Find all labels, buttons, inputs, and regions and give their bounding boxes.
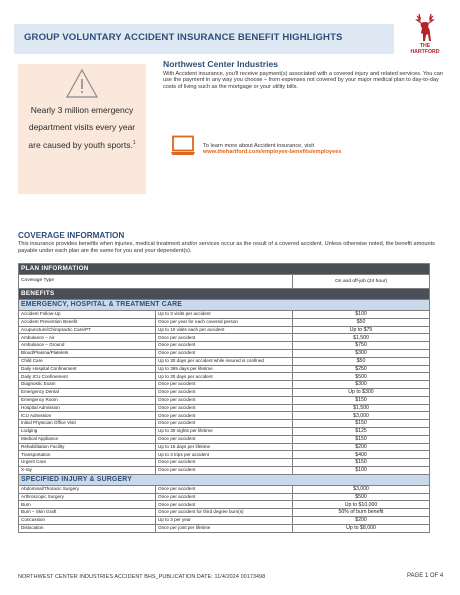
statistic-callout [18,64,146,194]
benefit-limit: Up to 30 nights per lifetime [156,427,293,435]
table-row [19,459,430,467]
benefit-name: Abdominal/Thoracic Surgery [19,485,156,493]
table-row [19,311,430,319]
table-row [19,501,430,509]
warning-icon [65,68,99,100]
table-row [19,342,430,350]
table-row [19,349,430,357]
benefit-limit: Up to 365 days per lifetime [156,365,293,373]
benefits-header: BENEFITS [19,289,430,300]
benefit-amount: $300 [293,381,430,389]
stag-icon [414,12,436,42]
table-row [19,365,430,373]
statistic-text [28,102,136,153]
benefit-amount: $200 [293,516,430,524]
benefit-limit: Once per accident [156,485,293,493]
benefit-amount: $3,000 [293,412,430,420]
benefit-amount: Up to $10,000 [293,501,430,509]
plan-info-header: PLAN INFORMATION [19,264,430,275]
intro-paragraph: With Accident insurance, you'll receive payment(s) associated with a covered injury and related services. You can use the payment in any way you choose – from expenses not covered by your major medical plan to day-to-day costs of living such as the mortgage or your utility bills. [163,71,443,90]
benefit-name: Burn – Skin Graft [19,509,156,517]
title-banner [14,24,394,54]
statistic-body: Nearly 3 million emergency department visits every year are caused by youth sports. [28,105,136,150]
coverage-type-value: On and off-job (24 hour) [293,275,430,289]
coverage-description: This insurance provides benefits when injuries, medical treatment and/or services occur as the result of a covered accident. Unless otherwise noted, the benefit amounts payable under each plan are the same for you and your dependent(s). [18,241,435,254]
benefit-name: Acupuncture/Chiropractic Care/PT [19,326,156,334]
laptop-icon [170,135,196,157]
benefit-amount: 50% of burn benefit [293,509,430,517]
table-row [19,373,430,381]
benefit-amount: $250 [293,365,430,373]
benefit-name: Arthroscopic Surgery [19,493,156,501]
benefits-header-row [19,289,430,300]
emergency-header-row [19,300,430,311]
benefit-name: Emergency Dental [19,388,156,396]
table-row [19,334,430,342]
benefit-limit: Once per accident [156,342,293,350]
table-row [19,318,430,326]
benefit-amount: Up to $75 [293,326,430,334]
table-row [19,357,430,365]
benefit-amount: $300 [293,349,430,357]
benefit-name: Medical Appliance [19,435,156,443]
benefit-limit: Once per accident [156,412,293,420]
benefit-limit: Once per accident [156,501,293,509]
benefit-amount: $3,000 [293,485,430,493]
benefit-limit: Up to 30 days per accident while insured is confined [156,357,293,365]
benefit-amount: $150 [293,459,430,467]
benefit-limit: Once per accident [156,493,293,501]
plan-info-header-row [19,264,430,275]
benefit-name: Lodging [19,427,156,435]
footnote-marker: 1 [132,140,136,146]
table-row [19,509,430,517]
benefit-limit: Once per accident [156,404,293,412]
table-row [19,435,430,443]
table-row [19,420,430,428]
benefit-limit: Up to 3 per year [156,516,293,524]
benefit-limit: Once per accident [156,388,293,396]
benefit-limit: Once per accident [156,420,293,428]
benefit-amount: $150 [293,396,430,404]
learn-more-text [203,143,383,156]
benefit-name: Rehabilitation Facility [19,443,156,451]
benefit-amount: $50 [293,357,430,365]
benefit-amount: $100 [293,466,430,474]
benefit-name: Daily ICU Confinement [19,373,156,381]
coverage-type-row [19,275,430,289]
benefit-name: Transportation [19,451,156,459]
benefit-amount: $1,500 [293,404,430,412]
benefit-amount: Up to $300 [293,388,430,396]
benefit-name: Emergency Room [19,396,156,404]
benefit-amount: Up to $8,000 [293,524,430,532]
benefit-limit: Up to 15 days per lifetime [156,443,293,451]
benefit-amount: $1,500 [293,334,430,342]
benefit-name: X-ray [19,466,156,474]
benefit-amount: $150 [293,420,430,428]
table-row [19,516,430,524]
benefit-name: Daily Hospital Confinement [19,365,156,373]
benefit-amount: $50 [293,318,430,326]
benefit-amount: $125 [293,427,430,435]
benefit-amount: $150 [293,435,430,443]
benefit-amount: $500 [293,373,430,381]
page-number: PAGE 1 OF 4 [407,573,444,579]
benefit-limit: Once per joint per lifetime [156,524,293,532]
table-row [19,451,430,459]
table-row [19,427,430,435]
benefit-amount: $400 [293,451,430,459]
publication-footer: NORTHWEST CENTER INDUSTRIES ACCIDENT BHS_PUBLICATION DATE: 11/4/2024 00173498 [18,574,266,580]
benefit-name: Diagnostic Exam [19,381,156,389]
logo-name: HARTFORD [410,49,440,55]
benefit-limit: Once per accident [156,381,293,389]
benefit-limit: Once per accident for third degree burn(s) [156,509,293,517]
table-row [19,412,430,420]
table-row [19,326,430,334]
benefit-limit: Once per year for each covered person [156,318,293,326]
benefit-name: Ambulance – Air [19,334,156,342]
emergency-section-header: EMERGENCY, HOSPITAL & TREATMENT CARE [19,300,430,311]
benefit-limit: Once per accident [156,349,293,357]
table-row [19,485,430,493]
benefit-name: Dislocation [19,524,156,532]
learn-more-link[interactable]: www.thehartford.com/employee-benefits/employees [203,149,342,156]
benefit-name: Urgent Care [19,459,156,467]
table-row [19,466,430,474]
table-row [19,524,430,532]
benefit-limit: Up to 3 visits per accident [156,311,293,319]
table-row [19,493,430,501]
table-row [19,381,430,389]
surgery-section-header: SPECIFIED INJURY & SURGERY [19,474,430,485]
benefit-name: Hospital Admission [19,404,156,412]
benefit-limit: Once per accident [156,459,293,467]
benefit-limit: Once per accident [156,334,293,342]
benefit-limit: Up to 3 trips per accident [156,451,293,459]
logo-the: THE [419,43,431,49]
table-row [19,443,430,451]
surgery-header-row [19,474,430,485]
page-title: GROUP VOLUNTARY ACCIDENT INSURANCE BENEFIT HIGHLIGHTS [24,32,343,43]
benefit-limit: Up to 30 days per accident [156,373,293,381]
benefit-name: Blood/Plasma/Platelets [19,349,156,357]
benefit-limit: Once per accident [156,466,293,474]
benefit-amount: $500 [293,493,430,501]
benefit-limit: Up to 10 visits each per accident [156,326,293,334]
coverage-heading: COVERAGE INFORMATION [18,231,125,240]
benefit-name: ICU Admission [19,412,156,420]
benefit-limit: Once per accident [156,435,293,443]
table-row [19,388,430,396]
learn-more-label: To learn more about Accident insurance, visit [203,143,314,149]
benefit-amount: $100 [293,311,430,319]
benefit-name: Child Care [19,357,156,365]
company-name: Northwest Center Industries [163,59,279,69]
benefit-name: Ambulance – Ground [19,342,156,350]
benefit-amount: $200 [293,443,430,451]
coverage-type-label: Coverage Type [19,275,293,289]
benefit-name: Accident Follow-Up [19,311,156,319]
benefit-limit: Once per accident [156,396,293,404]
table-row [19,396,430,404]
benefit-name: Accident Prevention Benefit [19,318,156,326]
hartford-logo [400,12,450,60]
benefit-name: Burn [19,501,156,509]
benefit-name: Initial Physician Office Visit [19,420,156,428]
table-row [19,404,430,412]
benefit-name: Concussion [19,516,156,524]
benefit-amount: $750 [293,342,430,350]
benefits-table [18,263,430,533]
